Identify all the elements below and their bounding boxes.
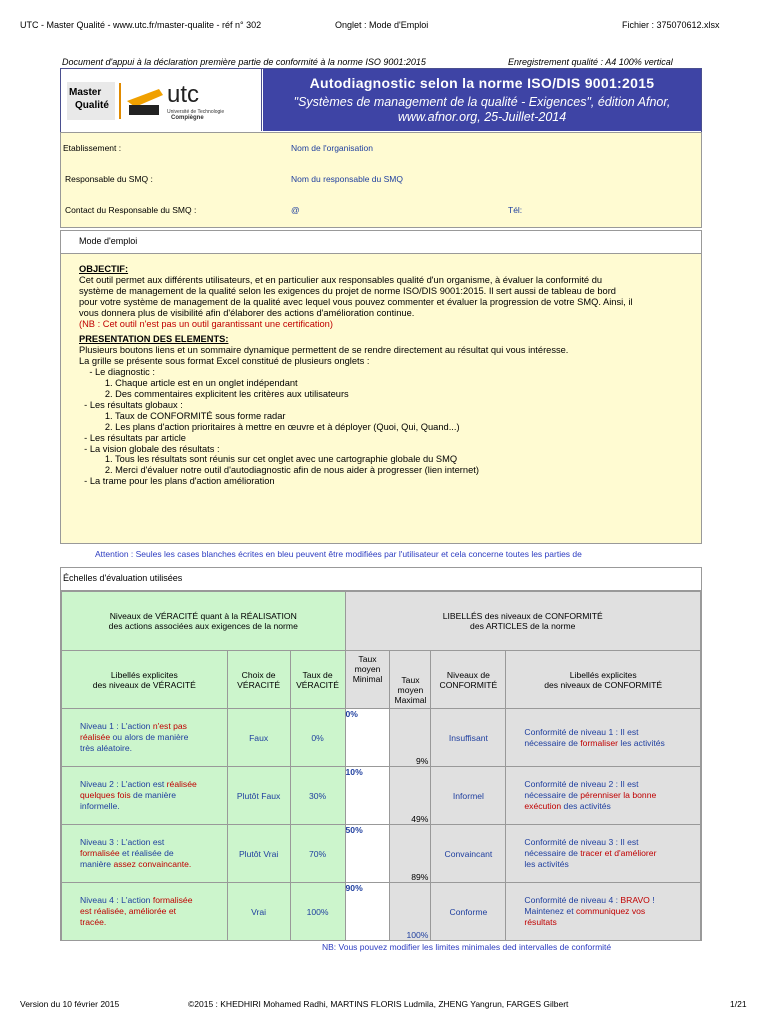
taux-veracite: 100% <box>290 883 345 941</box>
taux-min-input[interactable]: 90% <box>345 883 390 941</box>
table-row <box>62 825 701 883</box>
taux-max: 49% <box>390 767 431 825</box>
scales-title: Échelles d'évaluation utilisées <box>63 573 183 583</box>
presentation-line: 1. Chaque article est en un onglet indépendant <box>79 378 298 389</box>
objectif-title: OBJECTIF: <box>79 264 129 274</box>
taux-min-input[interactable]: 10% <box>345 767 390 825</box>
tel-label: Tél: <box>508 205 523 215</box>
objectif-line: pour votre système de management de la qualité avec lequel vous pouvez commenter et évaluer la progression de votre SMQ. Ainsi, il <box>79 296 633 307</box>
scales-header <box>61 568 701 591</box>
header-ref: UTC - Master Qualité - www.utc.fr/master-qualite - réf n° 302 <box>20 20 262 30</box>
header-tab: Onglet : Mode d'Emploi <box>335 20 429 30</box>
utc-emblem-icon <box>125 87 165 117</box>
etablissement-input[interactable]: Nom de l'organisation <box>291 143 373 153</box>
presentation-line: - La trame pour les plans d'action amélioration <box>79 476 275 487</box>
presentation-line: - Les résultats globaux : <box>79 399 183 410</box>
presentation-line: - Le diagnostic : <box>79 367 155 378</box>
veracite-label: Niveau 3 : L'action est formalisée et réalisée de manière assez convaincante. <box>62 825 228 883</box>
logo-divider <box>119 83 121 119</box>
col-header-taux: Taux de VÉRACITÉ <box>290 651 345 709</box>
presentation-line: 1. Taux de CONFORMITÉ sous forme radar <box>79 410 286 421</box>
choix-veracite: Vrai <box>227 883 290 941</box>
utc-logo: Master Qualité utc Université de Technologie Compiègne <box>61 69 262 131</box>
footer-page: 1/21 <box>730 999 747 1009</box>
objectif-line: Cet outil permet aux différents utilisateurs, et en particulier aux responsables qualité d'un organisme, à évaluer la conformité du <box>79 274 603 285</box>
etablissement-label: Etablissement : <box>63 143 122 153</box>
doc-line-left: Document d'appui à la déclaration première partie de conformité à la norme ISO 9001:2015 <box>62 57 426 67</box>
veracite-label: Niveau 2 : L'action est réalisée quelques fois de manière informelle. <box>62 767 228 825</box>
choix-veracite: Plutôt Faux <box>227 767 290 825</box>
taux-veracite: 0% <box>290 709 345 767</box>
conformite-header: LIBELLÉS des niveaux de CONFORMITÉ des ARTICLES de la norme <box>345 592 700 651</box>
title-box <box>60 68 702 134</box>
info-box <box>60 132 702 228</box>
table-row <box>62 883 701 941</box>
niveau-conformite: Convaincant <box>431 825 506 883</box>
footer-authors: ©2015 : KHEDHIRI Mohamed Radhi, MARTINS FLORIS Ludmila, ZHENG Yangrun, FARGES Gilbert <box>188 999 569 1009</box>
page-subtitle-2: www.afnor.org, 25-Juillet-2014 <box>397 110 567 124</box>
taux-max: 9% <box>390 709 431 767</box>
col-header-niveaux: Niveaux de CONFORMITÉ <box>431 651 506 709</box>
veracite-label: Niveau 1 : L'action n'est pas réalisée ou alors de manière très aléatoire. <box>62 709 228 767</box>
scales-section <box>60 567 702 941</box>
taux-min-input[interactable]: 50% <box>345 825 390 883</box>
taux-veracite: 30% <box>290 767 345 825</box>
conformite-label: Conformité de niveau 2 : Il est nécessaire de pérenniser la bonne exécution des activités <box>506 767 701 825</box>
page-subtitle-1: "Systèmes de management de la qualité - Exigences", édition Afnor, <box>293 95 671 109</box>
choix-veracite: Faux <box>227 709 290 767</box>
contact-label: Contact du Responsable du SMQ : <box>65 205 197 215</box>
taux-max: 89% <box>390 825 431 883</box>
contact-email-input[interactable]: @ <box>291 205 300 215</box>
title-banner <box>263 69 701 131</box>
presentation-line: 2. Les plans d'action prioritaires à mettre en œuvre et à déployer (Quoi, Qui, Quand...) <box>79 421 460 432</box>
col-header-max: Taux moyen Maximal <box>390 651 431 709</box>
objectif-line: système de management de la qualité selon les exigences du projet de norme ISO/DIS 9001:2015. Il sert aussi de tableau de bord <box>79 285 616 296</box>
taux-max: 100% <box>390 883 431 941</box>
table-row <box>62 709 701 767</box>
attention-note: Attention : Seules les cases blanches écrites en bleu peuvent être modifiées par l'utilisateur et cela concerne toutes les parties de <box>95 549 582 559</box>
niveau-conformite: Insuffisant <box>431 709 506 767</box>
page-title: Autodiagnostic selon la norme ISO/DIS 9001:2015 <box>309 75 655 91</box>
presentation-line: 1. Tous les résultats sont réunis sur cet onglet avec une cartographie globale du SMQ <box>79 454 458 465</box>
mode-emploi-text <box>79 264 632 487</box>
niveau-conformite: Informel <box>431 767 506 825</box>
taux-min-input[interactable]: 0% <box>345 709 390 767</box>
presentation-line: 2. Merci d'évaluer notre outil d'autodiagnostic afin de nous aider à progresser (lien internet) <box>79 465 479 476</box>
nb-certification: (NB : Cet outil n'est pas un outil garantissant une certification) <box>79 318 333 329</box>
conformite-label: Conformité de niveau 1 : Il est nécessaire de formaliser les activités <box>506 709 701 767</box>
presentation-line: - Les résultats par article <box>79 432 186 443</box>
mode-emploi-box <box>60 230 702 544</box>
presentation-line: 2. Des commentaires explicitent les critères aux utilisateurs <box>79 388 349 399</box>
presentation-line: Plusieurs boutons liens et un sommaire dynamique permettent de se rendre directement au résultat qui vous intéresse. <box>79 345 569 356</box>
taux-veracite: 70% <box>290 825 345 883</box>
presentation-line: La grille se présente sous format Excel constitué de plusieurs onglets : <box>79 356 370 367</box>
master-qualite-logo: Master Qualité <box>67 82 115 120</box>
presentation-title: PRESENTATION DES ELEMENTS: <box>79 334 229 345</box>
col-header-libelles-conformite: Libellés explicites des niveaux de CONFORMITÉ <box>506 651 701 709</box>
presentation-line: - La vision globale des résultats : <box>79 443 220 454</box>
col-header-min: Taux moyen Minimal <box>345 651 390 709</box>
veracite-label: Niveau 4 : L'action formalisée est réalisée, améliorée et tracée. <box>62 883 228 941</box>
scales-table <box>61 591 701 941</box>
niveau-conformite: Conforme <box>431 883 506 941</box>
veracite-header: Niveaux de VÉRACITÉ quant à la RÉALISATION des actions associées aux exigences de la norme <box>62 592 346 651</box>
nb-limits-note: NB: Vous pouvez modifier les limites minimales ded intervalles de conformité <box>322 942 612 952</box>
conformite-label: Conformité de niveau 3 : Il est nécessaire de tracer et d'améliorer les activités <box>506 825 701 883</box>
header-file: Fichier : 375070612.xlsx <box>622 20 720 30</box>
responsable-input[interactable]: Nom du responsable du SMQ <box>291 174 403 184</box>
col-header-libelles-veracite: Libellés explicites des niveaux de VÉRACITÉ <box>62 651 228 709</box>
objectif-line: vous donnera plus de visibilité afin d'élaborer des actions d'amélioration continue. <box>79 307 415 318</box>
table-row <box>62 767 701 825</box>
footer-version: Version du 10 février 2015 <box>20 999 120 1009</box>
doc-line-right: Enregistrement qualité : A4 100% vertical <box>508 57 673 67</box>
mode-emploi-title: Mode d'emploi <box>79 236 138 246</box>
choix-veracite: Plutôt Vrai <box>227 825 290 883</box>
responsable-label: Responsable du SMQ : <box>65 174 153 184</box>
conformite-label: Conformité de niveau 4 : BRAVO ! Maintenez et communiquez vos résultats <box>506 883 701 941</box>
mode-emploi-header <box>61 231 701 254</box>
col-header-choix: Choix de VÉRACITÉ <box>227 651 290 709</box>
